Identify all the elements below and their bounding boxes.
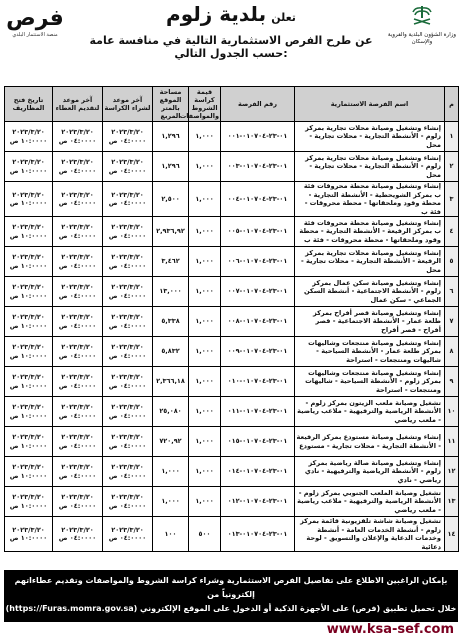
- cell-area: ٥,٣٣٨: [153, 307, 189, 337]
- column-header: اسم الفرصة الاستثمارية: [295, 87, 445, 122]
- cell-no: ٧: [445, 307, 459, 337]
- table-row: [5, 487, 459, 517]
- table-row: [5, 397, 459, 427]
- cell-area: ١,٢٩٦: [153, 152, 189, 182]
- cell-fee: ١,٠٠٠: [189, 247, 221, 277]
- cell-fee: ١,٠٠٠: [189, 277, 221, 307]
- cell-area: ١٣,٠٠٠: [153, 277, 189, 307]
- municipality-name: بلدية زلوم: [166, 2, 267, 26]
- table-row: [5, 337, 459, 367]
- cell-id: ٠١-٢٣-٠١٠٧٠٤-٠١٤: [221, 457, 295, 487]
- cell-id: ٠١-٢٣-٠١٠٧٠٤-٠١٣: [221, 517, 295, 552]
- cell-submit: ٢٠٢٣/٣/٢٠ ٠٤:٠٠٠٠ ص: [53, 152, 103, 182]
- cell-submit: ٢٠٢٣/٣/٢٠ ٠٤:٠٠٠٠ ص: [53, 122, 103, 152]
- cell-fee: ١,٠٠٠: [189, 122, 221, 152]
- page-header: [0, 0, 462, 64]
- cell-fee: ١,٠٠٠: [189, 307, 221, 337]
- cell-id: ٠١-٢٣-٠١٠٧٠٤-٠٠٦: [221, 247, 295, 277]
- cell-name: إنشاء وتشغيل وصيانة قصر أفراح بمركز طلعة عمار - الأنشطة الاجتماعية - قصر أفراح - قصر أفراح: [295, 307, 445, 337]
- cell-id: ٠١-٢٣-٠١٠٧٠٤-٠٠٨: [221, 307, 295, 337]
- cell-no: ١٢: [445, 457, 459, 487]
- cell-buy: ٢٠٢٣/٣/٢٠ ٠٤:٠٠٠٠ ص: [103, 457, 153, 487]
- cell-area: ٢٥,٠٨٠: [153, 397, 189, 427]
- cell-buy: ٢٠٢٣/٣/٢٠ ٠٤:٠٠٠٠ ص: [103, 122, 153, 152]
- cell-id: ٠١-٢٣-٠١٠٧٠٤-٠١٥: [221, 427, 295, 457]
- cell-buy: ٢٠٢٣/٣/٢٠ ٠٤:٠٠٠٠ ص: [103, 337, 153, 367]
- column-header: م: [445, 87, 459, 122]
- cell-no: ٤: [445, 217, 459, 247]
- cell-open: ٢٠٢٣/٣/٢٠ ١٠:٠٠٠٠ ص: [5, 152, 53, 182]
- cell-submit: ٢٠٢٣/٣/٢٠ ٠٤:٠٠٠٠ ص: [53, 457, 103, 487]
- cell-buy: ٢٠٢٣/٣/٢٠ ٠٤:٠٠٠٠ ص: [103, 247, 153, 277]
- cell-area: ٧٢٠,٩٢: [153, 427, 189, 457]
- cell-open: ٢٠٢٣/٣/٢٠ ١٠:٠٠٠٠ ص: [5, 457, 53, 487]
- cell-id: ٠١-٢٣-٠١٠٧٠٤-٠٠٥: [221, 217, 295, 247]
- cell-id: ٠١-٢٣-٠١٠٧٠٤-٠٠١: [221, 122, 295, 152]
- table-row: [5, 217, 459, 247]
- cell-area: ٣,٤٦٢: [153, 247, 189, 277]
- cell-submit: ٢٠٢٣/٣/٢٠ ٠٤:٠٠٠٠ ص: [53, 247, 103, 277]
- cell-name: تشغيل وصيانة ملعب الزيتون بمركز زلوم - الأنشطة الرياضية والترفيهية - ملاعب رياضية - ملعب رياضي: [295, 397, 445, 427]
- table-row: [5, 367, 459, 397]
- table-row: [5, 307, 459, 337]
- cell-area: ١,٠٠٠: [153, 457, 189, 487]
- cell-id: ٠١-٢٣-٠١٠٧٠٤-٠١٠: [221, 367, 295, 397]
- cell-name: إنشاء وتشغيل وصيانة منتجعات وشاليهات بمركز طلعة عمار - الأنشطة السياحية - شاليهات ومنتجعات - استراحة: [295, 337, 445, 367]
- cell-buy: ٢٠٢٣/٣/٢٠ ٠٤:٠٠٠٠ ص: [103, 152, 153, 182]
- cell-fee: ١,٠٠٠: [189, 457, 221, 487]
- column-header: آخر موعد لشراء الكراسة: [103, 87, 153, 122]
- cell-buy: ٢٠٢٣/٣/٢٠ ٠٤:٠٠٠٠ ص: [103, 182, 153, 217]
- cell-no: ٩: [445, 367, 459, 397]
- cell-name: إنشاء وتشغيل وصيانة محلات تجارية بمركز زلوم - الأنشطة التجارية - محلات تجارية - محل: [295, 122, 445, 152]
- title-prefix: تعلن: [271, 11, 296, 24]
- cell-id: ٠١-٢٣-٠١٠٧٠٤-٠٠٧: [221, 277, 295, 307]
- footer-line-2: خلال تحميل تطبيق (فرص) على الأجهزة الذكية أو الدخول على الموقع الإلكتروني (https://Furas.momra.gov.sa): [5, 604, 457, 613]
- cell-name: إنشاء وتشغيل وصيانة محلات تجارية بمركز زلوم - الأنشطة التجارية - محلات تجارية - محل: [295, 152, 445, 182]
- furas-logo: [4, 6, 66, 52]
- cell-open: ٢٠٢٣/٣/٢٠ ١٠:٠٠٠٠ ص: [5, 247, 53, 277]
- ministry-name: وزارة الشؤون البلدية والقروية والإسكان: [387, 32, 457, 45]
- cell-id: ٠١-٢٣-٠١٠٧٠٤-٠٠٣: [221, 152, 295, 182]
- cell-fee: ١,٠٠٠: [189, 367, 221, 397]
- footer-note: [4, 570, 458, 622]
- cell-buy: ٢٠٢٣/٣/٢٠ ٠٤:٠٠٠٠ ص: [103, 277, 153, 307]
- cell-no: ١٠: [445, 397, 459, 427]
- cell-open: ٢٠٢٣/٣/٢٠ ١٠:٠٠٠٠ ص: [5, 487, 53, 517]
- cell-fee: ١,٠٠٠: [189, 182, 221, 217]
- cell-area: ٢,٥٠٠: [153, 182, 189, 217]
- cell-submit: ٢٠٢٣/٣/٢٠ ٠٤:٠٠٠٠ ص: [53, 277, 103, 307]
- cell-open: ٢٠٢٣/٣/٢٠ ١٠:٠٠٠٠ ص: [5, 277, 53, 307]
- cell-area: ٥,٨٣٢: [153, 337, 189, 367]
- column-header: آخر موعد لتقديم العطاء: [53, 87, 103, 122]
- cell-fee: ١,٠٠٠: [189, 487, 221, 517]
- cell-submit: ٢٠٢٣/٣/٢٠ ٠٤:٠٠٠٠ ص: [53, 337, 103, 367]
- watermark: www.ksa-sef.com: [326, 622, 454, 637]
- cell-name: إنشاء وتشغيل وصيانة صالة رياضية بمركز زلوم - الأنشطة الرياضية والترفيهية - نادي رياضي - نادي: [295, 457, 445, 487]
- cell-buy: ٢٠٢٣/٣/٢٠ ٠٤:٠٠٠٠ ص: [103, 397, 153, 427]
- table-row: [5, 517, 459, 552]
- cell-open: ٢٠٢٣/٣/٢٠ ١٠:٠٠٠٠ ص: [5, 397, 53, 427]
- cell-buy: ٢٠٢٣/٣/٢٠ ٠٤:٠٠٠٠ ص: [103, 367, 153, 397]
- column-header: مساحة الموقع بالمتر المربع: [153, 87, 189, 122]
- cell-id: ٠١-٢٣-٠١٠٧٠٤-٠٠٩: [221, 337, 295, 367]
- cell-no: ٥: [445, 247, 459, 277]
- cell-open: ٢٠٢٣/٣/٢٠ ١٠:٠٠٠٠ ص: [5, 427, 53, 457]
- cell-no: ٦: [445, 277, 459, 307]
- cell-no: ٣: [445, 182, 459, 217]
- cell-area: ١,٠٠٠: [153, 487, 189, 517]
- column-header: رقم الفرصة: [221, 87, 295, 122]
- cell-no: ١: [445, 122, 459, 152]
- furas-logo-subtitle: منصة الاستثمار البلدي: [12, 32, 58, 38]
- announcement-subtitle: عن طرح الفرص الاستثمارية التالية في منافسة عامة حسب الجدول التالي:: [89, 34, 373, 60]
- furas-logo-mark: فرص: [6, 6, 64, 31]
- cell-open: ٢٠٢٣/٣/٢٠ ١٠:٠٠٠٠ ص: [5, 517, 53, 552]
- cell-buy: ٢٠٢٣/٣/٢٠ ٠٤:٠٠٠٠ ص: [103, 517, 153, 552]
- table-row: [5, 152, 459, 182]
- cell-no: ٨: [445, 337, 459, 367]
- announcement-title: [80, 2, 382, 26]
- cell-name: إنشاء وتشغيل وصيانة مستودع بمركز الرفيعة - الأنشطة التجارية - محلات تجارية - مستودع: [295, 427, 445, 457]
- column-header: تاريخ فتح المظاريف: [5, 87, 53, 122]
- table-row: [5, 122, 459, 152]
- cell-submit: ٢٠٢٣/٣/٢٠ ٠٤:٠٠٠٠ ص: [53, 367, 103, 397]
- cell-fee: ١,٠٠٠: [189, 337, 221, 367]
- cell-fee: ١,٠٠٠: [189, 217, 221, 247]
- cell-id: ٠١-٢٣-٠١٠٧٠٤-٠١١: [221, 397, 295, 427]
- cell-open: ٢٠٢٣/٣/٢٠ ١٠:٠٠٠٠ ص: [5, 217, 53, 247]
- table-header-row: [5, 87, 459, 122]
- cell-submit: ٢٠٢٣/٣/٢٠ ٠٤:٠٠٠٠ ص: [53, 427, 103, 457]
- table-row: [5, 182, 459, 217]
- cell-no: ١١: [445, 427, 459, 457]
- cell-fee: ١,٠٠٠: [189, 427, 221, 457]
- cell-open: ٢٠٢٣/٣/٢٠ ١٠:٠٠٠٠ ص: [5, 122, 53, 152]
- cell-name: إنشاء وتشغيل وصيانة سكن عمال بمركز زلوم - الأنشطة الاجتماعية - أنشطة السكن الجماعي - سكن عمال: [295, 277, 445, 307]
- palm-swords-emblem-icon: [409, 4, 435, 28]
- table-body: [5, 122, 459, 552]
- cell-open: ٢٠٢٣/٣/٢٠ ١٠:٠٠٠٠ ص: [5, 182, 53, 217]
- ministry-logo: [386, 4, 458, 54]
- cell-no: ١٤: [445, 517, 459, 552]
- cell-submit: ٢٠٢٣/٣/٢٠ ٠٤:٠٠٠٠ ص: [53, 182, 103, 217]
- cell-open: ٢٠٢٣/٣/٢٠ ١٠:٠٠٠٠ ص: [5, 337, 53, 367]
- cell-name: إنشاء وتشغيل وصيانة محطة محروقات فئة ب بمركز الشويحطية - الأنشطة التجارية - محطة وقود وملحقاتها - محطة محروقات - فئة ب: [295, 182, 445, 217]
- cell-open: ٢٠٢٣/٣/٢٠ ١٠:٠٠٠٠ ص: [5, 367, 53, 397]
- cell-fee: ١,٠٠٠: [189, 152, 221, 182]
- table-row: [5, 277, 459, 307]
- cell-fee: ٥٠٠: [189, 517, 221, 552]
- cell-area: ١,٢٩٦: [153, 122, 189, 152]
- cell-id: ٠١-٢٣-٠١٠٧٠٤-٠٠٤: [221, 182, 295, 217]
- cell-buy: ٢٠٢٣/٣/٢٠ ٠٤:٠٠٠٠ ص: [103, 307, 153, 337]
- cell-buy: ٢٠٢٣/٣/٢٠ ٠٤:٠٠٠٠ ص: [103, 427, 153, 457]
- cell-buy: ٢٠٢٣/٣/٢٠ ٠٤:٠٠٠٠ ص: [103, 487, 153, 517]
- cell-open: ٢٠٢٣/٣/٢٠ ١٠:٠٠٠٠ ص: [5, 307, 53, 337]
- cell-name: إنشاء وتشغيل وصيانة محطة محروقات فئة ب بمركز الرفيعة - الأنشطة التجارية - محطة وقود وملحقاتها - محطة محروقات - فئة ب: [295, 217, 445, 247]
- cell-name: تشغيل وصيانة شاشة تلفزيونية قائمة بمركز زلوم - أنشطة الخدمات العامة - أنشطة وخدمات الدعاية والإعلان والتسويق - لوحة دعائية: [295, 517, 445, 552]
- cell-submit: ٢٠٢٣/٣/٢٠ ٠٤:٠٠٠٠ ص: [53, 397, 103, 427]
- column-header: قيمة كراسة الشروط والمواصفات: [179, 88, 219, 120]
- footer-line-1: بإمكان الراغبين الاطلاع على تفاصيل الفرص الاستثمارية وشراء كراسة الشروط والمواصفات وتقديم عطاءاتهم إلكترونياً من: [14, 576, 448, 599]
- cell-id: ٠١-٢٣-٠١٠٧٠٤-٠١٢: [221, 487, 295, 517]
- opportunities-table: [4, 86, 459, 552]
- cell-buy: ٢٠٢٣/٣/٢٠ ٠٤:٠٠٠٠ ص: [103, 217, 153, 247]
- cell-area: ٢,٣٦٦,١٨: [153, 367, 189, 397]
- cell-area: ١٠٠: [153, 517, 189, 552]
- cell-name: تشغيل وصيانة الملعب الجنوبي بمركز زلوم - الأنشطة الرياضية والترفيهية - ملاعب رياضية - ملعب رياضي: [295, 487, 445, 517]
- table-row: [5, 247, 459, 277]
- cell-no: ٢: [445, 152, 459, 182]
- cell-area: ٢,٩٣٦,٩٢: [153, 217, 189, 247]
- table-row: [5, 427, 459, 457]
- cell-submit: ٢٠٢٣/٣/٢٠ ٠٤:٠٠٠٠ ص: [53, 517, 103, 552]
- cell-submit: ٢٠٢٣/٣/٢٠ ٠٤:٠٠٠٠ ص: [53, 217, 103, 247]
- cell-name: إنشاء وتشغيل وصيانة محلات تجارية بمركز الرفيعة - الأنشطة التجارية - محلات تجارية - محل: [295, 247, 445, 277]
- cell-submit: ٢٠٢٣/٣/٢٠ ٠٤:٠٠٠٠ ص: [53, 487, 103, 517]
- cell-submit: ٢٠٢٣/٣/٢٠ ٠٤:٠٠٠٠ ص: [53, 307, 103, 337]
- cell-no: ١٣: [445, 487, 459, 517]
- cell-fee: ١,٠٠٠: [189, 397, 221, 427]
- table-row: [5, 457, 459, 487]
- cell-name: إنشاء وتشغيل وصيانة منتجعات وشاليهات بمركز زلوم - الأنشطة السياحية - شاليهات ومنتجعات - استراحة: [295, 367, 445, 397]
